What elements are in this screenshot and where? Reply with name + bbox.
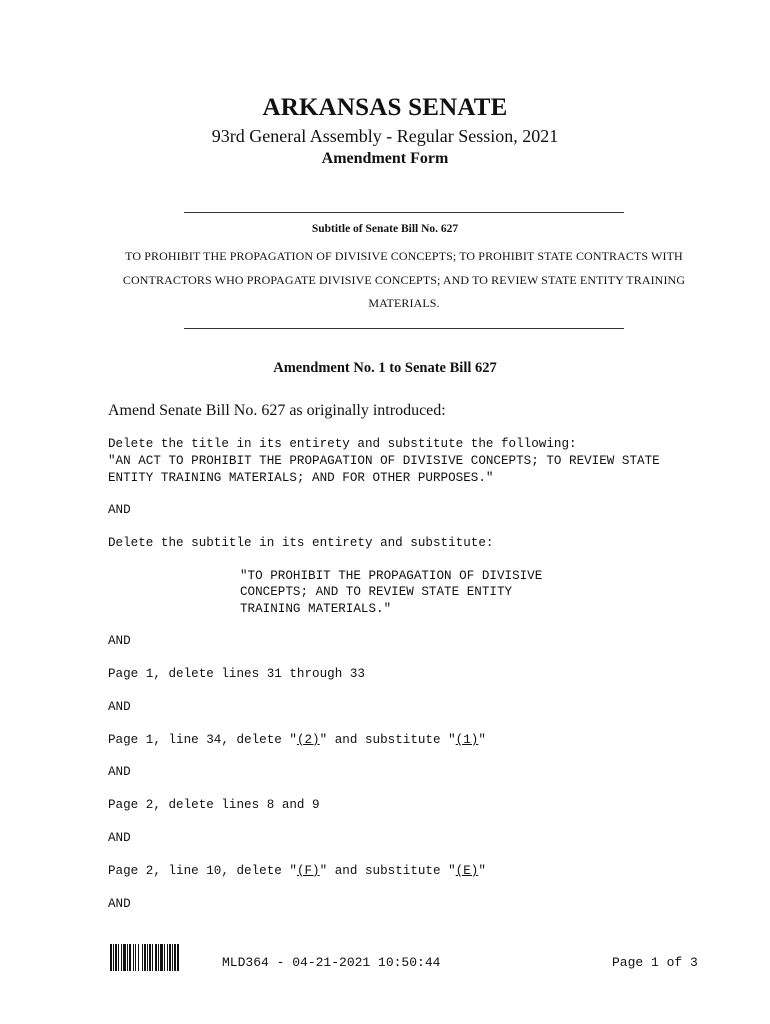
subtitle-substitute-line-3: TRAINING MATERIALS." xyxy=(240,602,392,616)
title-substitute-line-1: "AN ACT TO PROHIBIT THE PROPAGATION OF DIVISIVE CONCEPTS; TO REVIEW STATE xyxy=(108,454,660,468)
amendment-heading: Amendment No. 1 to Senate Bill 627 xyxy=(273,360,497,376)
title-instruction: Delete the title in its entirety and substitute the following: xyxy=(108,437,577,451)
instruction-text: " and substitute " xyxy=(319,733,456,747)
form-label: Amendment Form xyxy=(321,150,449,167)
page2-line10-instruction xyxy=(108,864,486,878)
page1-delete-lines: Page 1, delete lines 31 through 33 xyxy=(108,667,365,681)
subtitle-substitute-line-1: "TO PROHIBIT THE PROPAGATION OF DIVISIVE xyxy=(240,569,543,583)
instruction-text: Page 2, line 10, delete " xyxy=(108,864,297,878)
subtitle-substitute-line-2: CONCEPTS; AND TO REVIEW STATE ENTITY xyxy=(240,585,513,599)
document-id: MLD364 - 04-21-2021 10:50:44 xyxy=(222,955,441,970)
subtitle-text: TO PROHIBIT THE PROPAGATION OF DIVISIVE CONCEPTS; TO PROHIBIT STATE CONTRACTS WITH CONTRACTORS WHO PROPAGATE DIVISIVE CONCEPTS; AND TO REVIEW STATE ENTITY TRAINING MATERIALS. xyxy=(122,249,686,310)
session-line: 93rd General Assembly - Regular Session, 2021 xyxy=(211,126,559,146)
deleted-value: (F) xyxy=(296,864,320,878)
deleted-value: (2) xyxy=(296,733,320,747)
page1-line34-instruction xyxy=(108,733,486,747)
and-separator: AND xyxy=(108,503,131,517)
barcode xyxy=(110,944,202,971)
instruction-text: " and substitute " xyxy=(319,864,456,878)
and-separator: AND xyxy=(108,897,131,911)
title-substitute-line-2: ENTITY TRAINING MATERIALS; AND FOR OTHER PURPOSES." xyxy=(108,471,494,485)
top-divider xyxy=(184,212,624,213)
and-separator: AND xyxy=(108,831,131,845)
and-separator: AND xyxy=(108,700,131,714)
instruction-text: Page 1, line 34, delete " xyxy=(108,733,297,747)
amendment-intro: Amend Senate Bill No. 627 as originally introduced: xyxy=(108,402,446,419)
subtitle-instruction: Delete the subtitle in its entirety and substitute: xyxy=(108,536,494,550)
instruction-text: " xyxy=(478,864,486,878)
substituted-value: (1) xyxy=(455,733,479,747)
page2-delete-lines: Page 2, delete lines 8 and 9 xyxy=(108,798,320,812)
subtitle-label: Subtitle of Senate Bill No. 627 xyxy=(311,223,459,235)
and-separator: AND xyxy=(108,634,131,648)
bottom-divider xyxy=(184,328,624,329)
instruction-text: " xyxy=(478,733,486,747)
page-number: Page 1 of 3 xyxy=(612,955,698,970)
and-separator: AND xyxy=(108,765,131,779)
substituted-value: (E) xyxy=(455,864,479,878)
document-title: ARKANSAS SENATE xyxy=(262,94,508,121)
